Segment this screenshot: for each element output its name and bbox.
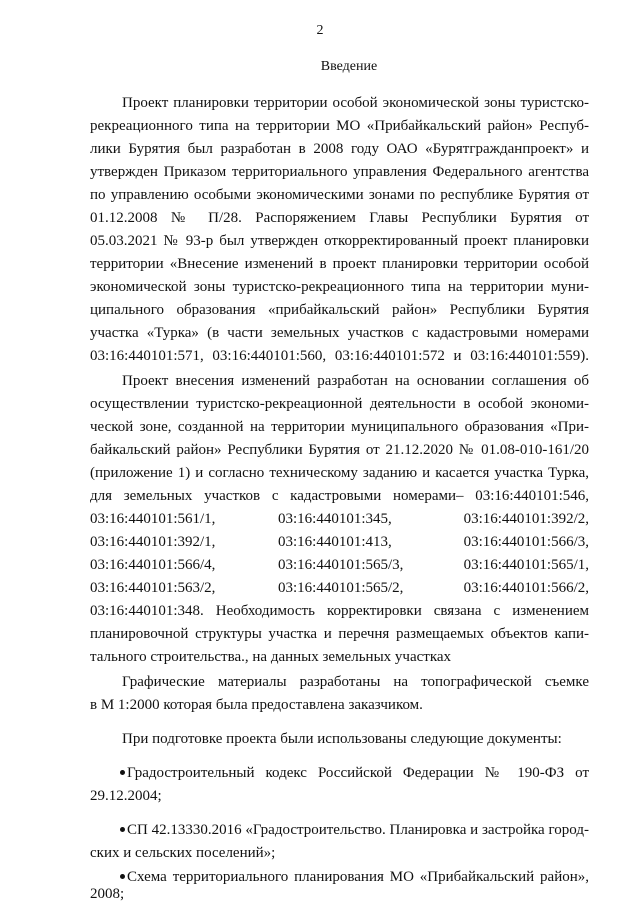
paragraph-3-line: Графические материалы разработаны на топографической съемке — [122, 674, 589, 690]
paragraph-1-line: 03:16:440101:571, 03:16:440101:560, 03:16:440101:572 и 03:16:440101:559). — [90, 348, 589, 364]
section-heading: Введение — [320, 59, 378, 74]
paragraph-2-line: планировочной структуры участка и перечня размещаемых объектов капи- — [90, 626, 589, 642]
paragraph-4-line: При подготовке проекта были использованы следующие документы: — [122, 731, 562, 747]
cadastral-number: 03:16:440101:565/3, — [278, 557, 404, 573]
paragraph-2-line: 03:16:440101:348. Необходимость корректировки связана с изменением — [90, 603, 589, 619]
cadastral-number: 03:16:440101:563/2, — [90, 580, 216, 596]
document-list-line: ских и сельских поселений»; — [90, 845, 276, 861]
paragraph-1-line: по управлению особыми экономическими зонами по республике Бурятия от — [90, 187, 589, 203]
paragraph-2-line: (приложение 1) и согласно техническому заданию и касается участка Турка, — [90, 465, 589, 481]
paragraph-3-line: в М 1:2000 которая была предоставлена заказчиком. — [90, 697, 423, 713]
document-list-item — [120, 763, 589, 783]
document-list-text: Градостроительный кодекс Российской Федерации № 190-ФЗ от — [127, 765, 589, 781]
paragraph-1-line: участка «Турка» (в части земельных участков с кадастровыми номерами — [90, 325, 589, 341]
cadastral-number: 03:16:440101:566/2, — [463, 580, 589, 596]
paragraph-2-line: байкальский район» Республики Бурятия от 21.12.2020 № 01.08-010-161/20 — [90, 442, 589, 458]
paragraph-2-line: тального строительства., на данных земельных участках — [90, 649, 452, 665]
paragraph-1-line: утвержден Приказом территориального управления Федерального агентства — [90, 164, 589, 180]
document-list-line: 2008; — [90, 886, 125, 902]
paragraph-1-line: экономической зоны туристско-рекреационного типа на территории муни- — [90, 279, 589, 295]
cadastral-number: 03:16:440101:566/3, — [463, 534, 589, 550]
page-number: 2 — [316, 23, 324, 38]
paragraph-2-line: ческой зоне, созданной на территории муниципального образования «При- — [90, 419, 589, 435]
paragraph-2-line: Проект внесения изменений разработан на основании соглашения об — [122, 373, 589, 389]
cadastral-number: 03:16:440101:413, — [278, 534, 392, 550]
bullet-icon — [120, 874, 125, 879]
document-list-item — [120, 820, 589, 840]
cadastral-number: 03:16:440101:566/4, — [90, 557, 216, 573]
paragraph-1-line: 01.12.2008 № П/28. Распоряжением Главы Республики Бурятия от — [90, 210, 589, 226]
paragraph-2-line: для земельных участков с кадастровыми номерами– 03:16:440101:546, — [90, 488, 589, 504]
cadastral-number: 03:16:440101:565/2, — [278, 580, 404, 596]
cadastral-number: 03:16:440101:392/2, — [463, 511, 589, 527]
cadastral-row — [90, 509, 589, 529]
cadastral-number: 03:16:440101:345, — [278, 511, 392, 527]
paragraph-1-line: рекреационного типа на территории МО «Прибайкальский район» Респуб- — [90, 118, 589, 134]
cadastral-number: 03:16:440101:561/1, — [90, 511, 216, 527]
paragraph-1-line: Проект планировки территории особой экономической зоны туристско- — [122, 95, 589, 111]
paragraph-1-line: 05.03.2021 № 93-р был утвержден откорректированный проект планировки — [90, 233, 589, 249]
paragraph-1-line: лики Бурятия был разработан в 2008 году ОАО «Бурятгражданпроект» и — [90, 141, 589, 157]
cadastral-row — [90, 532, 589, 552]
bullet-icon — [120, 770, 125, 775]
cadastral-row — [90, 555, 589, 575]
document-list-line: 29.12.2004; — [90, 788, 162, 804]
cadastral-row — [90, 578, 589, 598]
paragraph-1-line: территории «Внесение изменений в проект планировки территории особой — [90, 256, 589, 272]
paragraph-1-line: ципального образования «прибайкальский район» Республики Бурятия — [90, 302, 589, 318]
bullet-icon — [120, 827, 125, 832]
cadastral-number: 03:16:440101:392/1, — [90, 534, 216, 550]
paragraph-2-line: осуществлении туристско-рекреационной деятельности в особой экономи- — [90, 396, 589, 412]
document-list-text: Схема территориального планирования МО «Прибайкальский район», — [127, 869, 589, 885]
document-list-text: СП 42.13330.2016 «Градостроительство. Планировка и застройка город- — [127, 822, 589, 838]
cadastral-number: 03:16:440101:565/1, — [463, 557, 589, 573]
